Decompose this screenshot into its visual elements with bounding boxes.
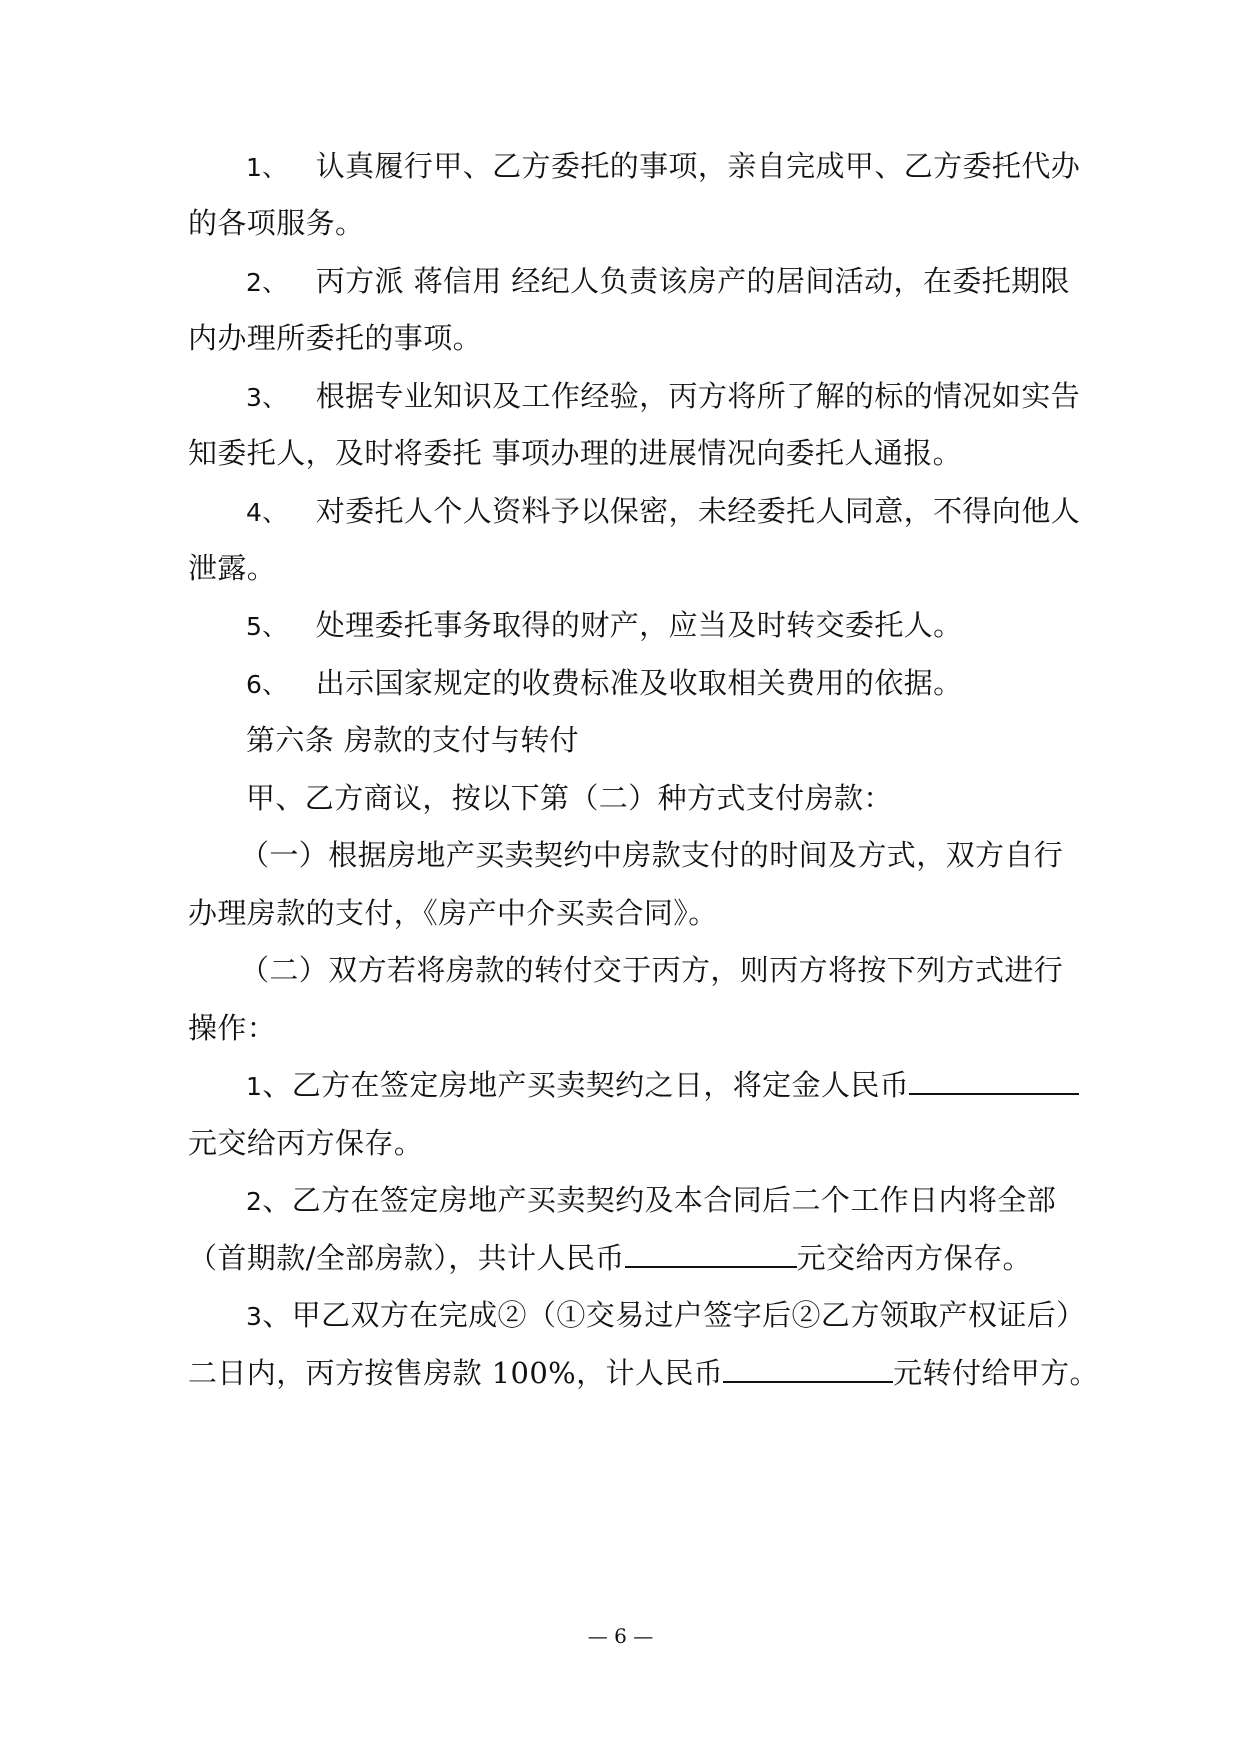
line-text: 元交给丙方保存。 xyxy=(188,1126,424,1160)
line-text: 知委托人，及时将委托 事项办理的进展情况向委托人通报。 xyxy=(188,436,963,470)
paragraph-line xyxy=(246,778,893,818)
paragraph-line xyxy=(246,1180,1056,1222)
line-text: 元转付给甲方。 xyxy=(893,1356,1099,1390)
paragraph-line xyxy=(188,548,276,588)
item-number: 3 xyxy=(246,1302,263,1331)
item-number: 1 xyxy=(246,1072,263,1101)
paragraph-line xyxy=(188,1123,423,1163)
paragraph-line xyxy=(246,261,1070,303)
item-number: 2、 xyxy=(246,268,288,297)
paragraph-line xyxy=(246,376,1080,418)
paragraph-line xyxy=(246,663,963,705)
paragraph-line xyxy=(188,203,364,243)
line-text: 、乙方在签定房地产买卖契约及本合同后二个工作日内将全部 xyxy=(262,1183,1057,1217)
line-text: 丙方派 蒋信用 经纪人负责该房产的居间活动，在委托期限 xyxy=(315,264,1070,298)
line-text: 元交给丙方保存。 xyxy=(796,1241,1032,1275)
paragraph-line xyxy=(246,605,963,647)
paragraph-line xyxy=(246,491,1080,533)
line-text: （一）根据房地产买卖契约中房款支付的时间及方式，双方自行 xyxy=(240,838,1064,872)
line-text: 二日内，丙方按售房款 100%，计人民币 xyxy=(188,1356,724,1390)
paragraph-line xyxy=(188,1238,1032,1278)
line-text: 、甲乙双方在完成②（①交易过户签字后②乙方领取产权证后） xyxy=(262,1298,1086,1332)
line-text: 第六条 房款的支付与转付 xyxy=(246,723,580,757)
amount-blank[interactable] xyxy=(909,1065,1079,1095)
line-text: 处理委托事务取得的财产，应当及时转交委托人。 xyxy=(315,608,963,642)
line-text: 根据专业知识及工作经验，丙方将所了解的标的情况如实告 xyxy=(315,379,1081,413)
item-number: 1、 xyxy=(246,153,288,182)
item-number: 2 xyxy=(246,1187,263,1216)
line-text: 操作： xyxy=(188,1011,277,1045)
paragraph-line xyxy=(240,835,1063,875)
line-text: 甲、乙方商议，按以下第（二）种方式支付房款： xyxy=(246,781,893,815)
amount-blank[interactable] xyxy=(723,1353,893,1383)
line-text: 出示国家规定的收费标准及收取相关费用的依据。 xyxy=(315,666,963,700)
item-number: 4、 xyxy=(246,498,288,527)
line-text: （二）双方若将房款的转付交于丙方，则丙方将按下列方式进行 xyxy=(240,953,1064,987)
amount-blank[interactable] xyxy=(625,1238,797,1268)
section-heading xyxy=(246,720,579,760)
paragraph-line xyxy=(188,1353,1099,1393)
line-text: 、乙方在签定房地产买卖契约之日，将定金人民币 xyxy=(262,1068,910,1102)
paragraph-line xyxy=(188,1008,276,1048)
paragraph-line xyxy=(246,146,1080,188)
line-text: （首期款/全部房款），共计人民币 xyxy=(188,1241,625,1275)
paragraph-line xyxy=(188,318,482,358)
item-number: 3、 xyxy=(246,383,288,412)
line-text: 办理房款的支付，《房产中介买卖合同》。 xyxy=(188,896,718,930)
line-text: 泄露。 xyxy=(188,551,277,585)
line-text: 对委托人个人资料予以保密，未经委托人同意，不得向他人 xyxy=(315,494,1081,528)
line-text: 认真履行甲、乙方委托的事项，亲自完成甲、乙方委托代办 xyxy=(315,149,1081,183)
paragraph-line xyxy=(246,1065,1079,1107)
paragraph-line xyxy=(246,1295,1086,1337)
line-text: 内办理所委托的事项。 xyxy=(188,321,483,355)
paragraph-line xyxy=(188,433,962,473)
paragraph-line xyxy=(188,893,718,933)
page-number: — 6 — xyxy=(587,1624,654,1648)
item-number: 5、 xyxy=(246,612,288,641)
paragraph-line xyxy=(240,950,1063,990)
item-number: 6、 xyxy=(246,670,288,699)
line-text: 的各项服务。 xyxy=(188,206,365,240)
